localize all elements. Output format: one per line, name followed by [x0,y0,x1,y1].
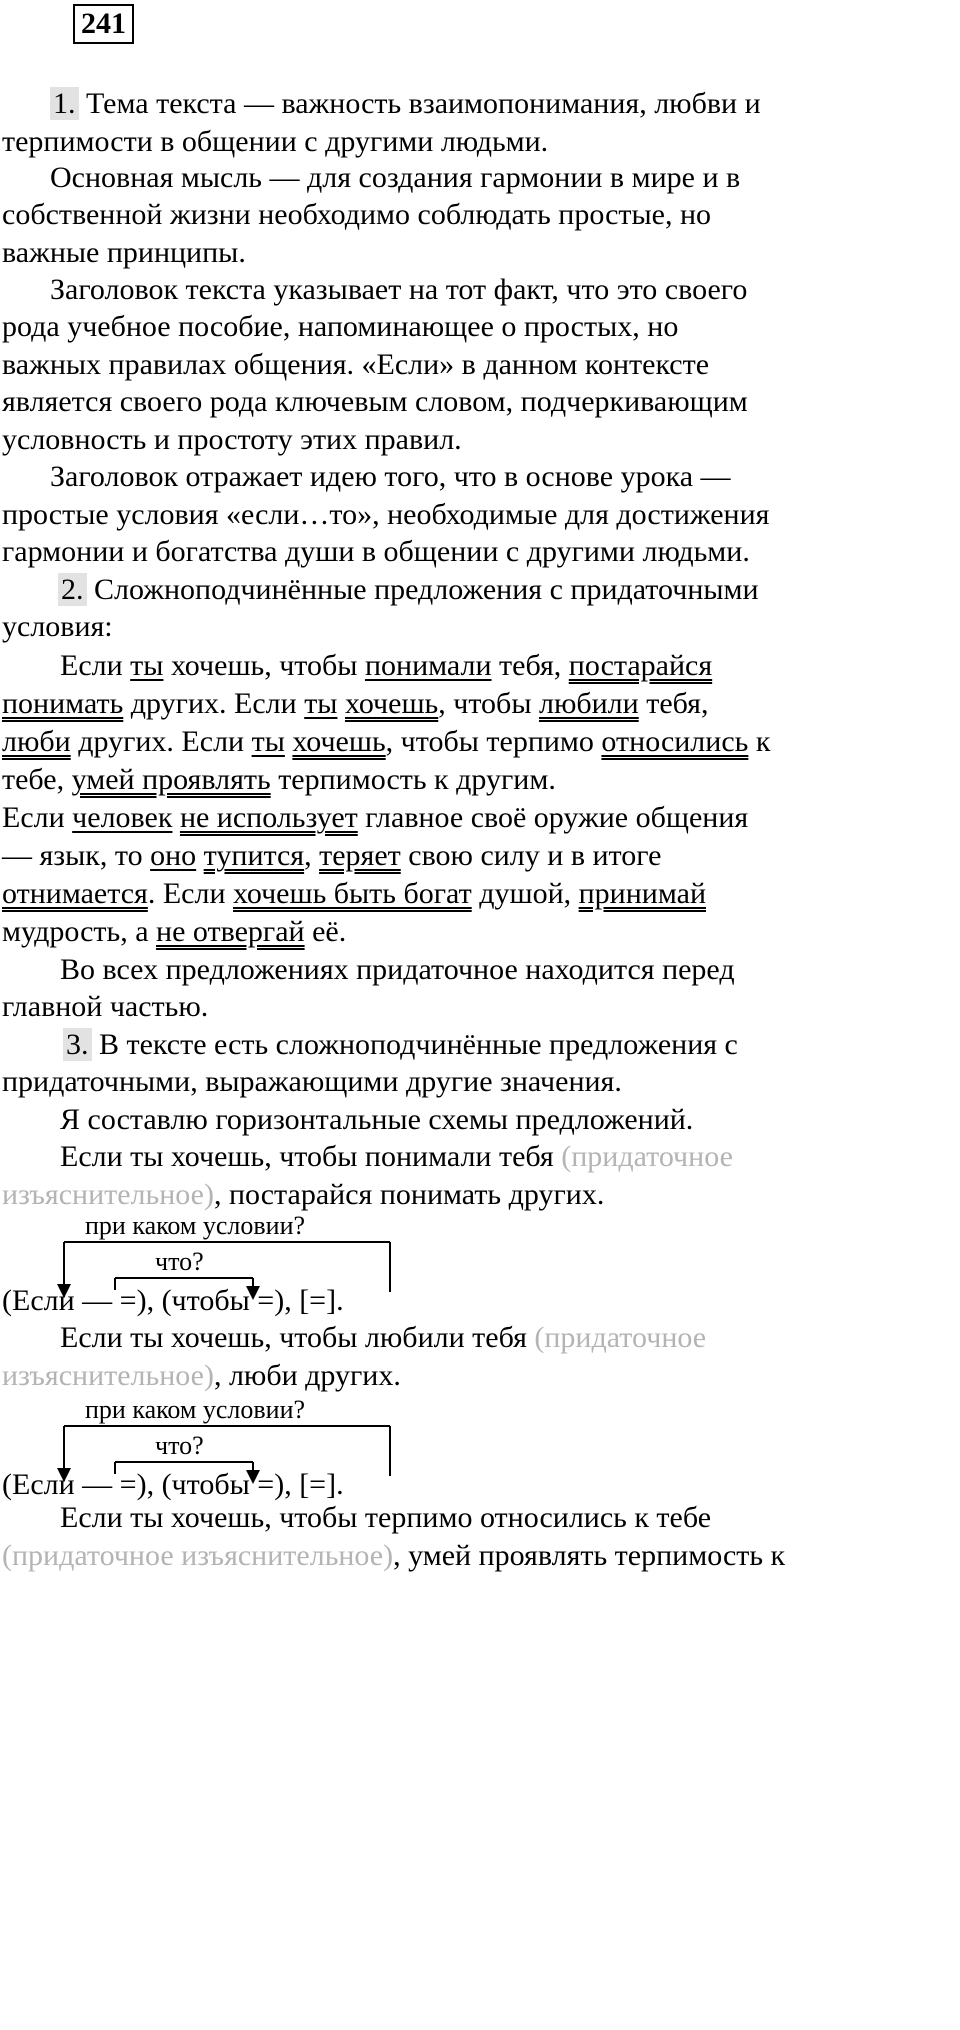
predicate: хочешь [292,725,386,758]
example-1-line-2: изъяснительное), постарайся понимать других. [2,1178,605,1211]
clause-note: (придаточное [561,1140,733,1173]
predicate: отнимается [2,877,148,910]
p1-line-9: является своего рода ключевым словом, подчеркивающим [2,385,748,418]
predicate-single: понимали [364,649,492,682]
p2-intro-2: условия: [2,610,113,643]
predicate: хочешь быть богат [233,877,472,910]
scheme-question-outer: при каком условии? [85,1211,306,1240]
sentence-line-5: Если человек не использует главное своё оружие общения [2,801,749,834]
example-1-line-1: Если ты хочешь, чтобы понимали тебя (придаточное [60,1140,733,1173]
p1-line-1: 1. Тема текста — важность взаимопонимания, любви и [50,86,761,122]
predicate: теряет [319,839,401,872]
p1-line-12: простые условия «если…то», необходимые для достижения [2,498,770,531]
p1-line-5: важные принципы. [2,236,246,269]
p1-line-6: Заголовок текста указывает на тот факт, что это своего [50,273,748,306]
predicate: относились [601,725,749,758]
example-3-line-2: (придаточное изъяснительное), умей проявлять терпимость к [2,1539,786,1572]
subject: ты [251,725,285,758]
p1-line-10: условность и простоту этих правил. [2,423,462,456]
predicate: принимай [578,877,706,910]
subject: человек [72,801,173,834]
p1-line-11: Заголовок отражает идею того, что в основе урока — [50,460,731,493]
clause-note: (придаточное [534,1321,707,1354]
p3-line-3: Я составлю горизонтальные схемы предложений. [60,1103,694,1136]
scheme-question-inner: что? [155,1431,204,1460]
example-2-line-2: изъяснительное), люби других. [2,1359,401,1392]
predicate: постарайся [568,649,713,682]
p1-line-13: гармонии и богатства души в общении с другими людьми. [2,535,750,568]
predicate: понимать [2,687,124,720]
sentence-line-2: понимать других. Если ты хочешь, чтобы любили тебя, [2,687,709,720]
subject: оно [150,839,197,872]
predicate: не использует [179,801,358,834]
p1-line-2: терпимости в общении с другими людьми. [2,125,549,158]
sentence-line-8: мудрость, а не отвергай её. [2,915,347,948]
point-number-3: 3. [63,1028,92,1061]
subject: ты [130,649,164,682]
predicate: люби [2,725,71,758]
point-number-1: 1. [50,87,79,120]
clause-note: изъяснительное) [2,1359,214,1392]
sentence-line-4: тебе, умей проявлять терпимость к другим. [2,763,556,796]
predicate: умей проявлять [71,763,271,796]
sentence-line-3: люби других. Если ты хочешь, чтобы терпимо относились к [2,725,771,758]
predicate: хочешь [344,687,439,720]
p1-line-8: важных правилах общения. «Если» в данном контексте [2,348,710,381]
p2-intro-1: 2. Сложноподчинённые предложения с придаточными [58,572,759,608]
p2-conclusion-1: Во всех предложениях придаточное находится перед [60,953,735,986]
example-2-line-1: Если ты хочешь, чтобы любили тебя (придаточное [60,1321,707,1354]
subject: ты [304,687,338,720]
p1-line-7: рода учебное пособие, напоминающее о простых, но [2,310,679,343]
scheme-question-inner: что? [155,1247,204,1276]
sentence-line-6: — язык, то оно тупится, теряет свою силу и в итоге [2,839,662,872]
p1-line-4: собственной жизни необходимо соблюдать простые, но [2,198,712,231]
clause-note: (придаточное изъяснительное) [2,1539,394,1572]
scheme-formula: (Если — =), (чтобы =), [=]. [2,1468,344,1501]
scheme-question-outer: при каком условии? [85,1395,306,1424]
predicate: не отвергай [156,915,305,948]
clause-note: изъяснительное) [2,1178,214,1211]
sentence-line-1: Если ты хочешь, чтобы понимали тебя, постарайся [60,649,713,682]
example-3-line-1: Если ты хочешь, чтобы терпимо относились к тебе [60,1501,712,1534]
exercise-number: 241 [73,4,134,44]
sentence-scheme-2 [0,1392,960,1502]
predicate: любили [538,687,639,720]
predicate: тупится [203,839,305,872]
p3-line-1: 3. В тексте есть сложноподчинённые предложения с [63,1027,738,1063]
point-number-2: 2. [58,573,87,606]
p3-line-2: придаточными, выражающими другие значения. [2,1065,622,1098]
sentence-scheme-1 [0,1208,960,1318]
scheme-formula: (Если — =), (чтобы =), [=]. [2,1284,344,1317]
sentence-line-7: отнимается. Если хочешь быть богат душой, принимай [2,877,706,910]
p1-line-3: Основная мысль — для создания гармонии в мире и в [50,161,741,194]
p2-conclusion-2: главной частью. [2,990,209,1023]
